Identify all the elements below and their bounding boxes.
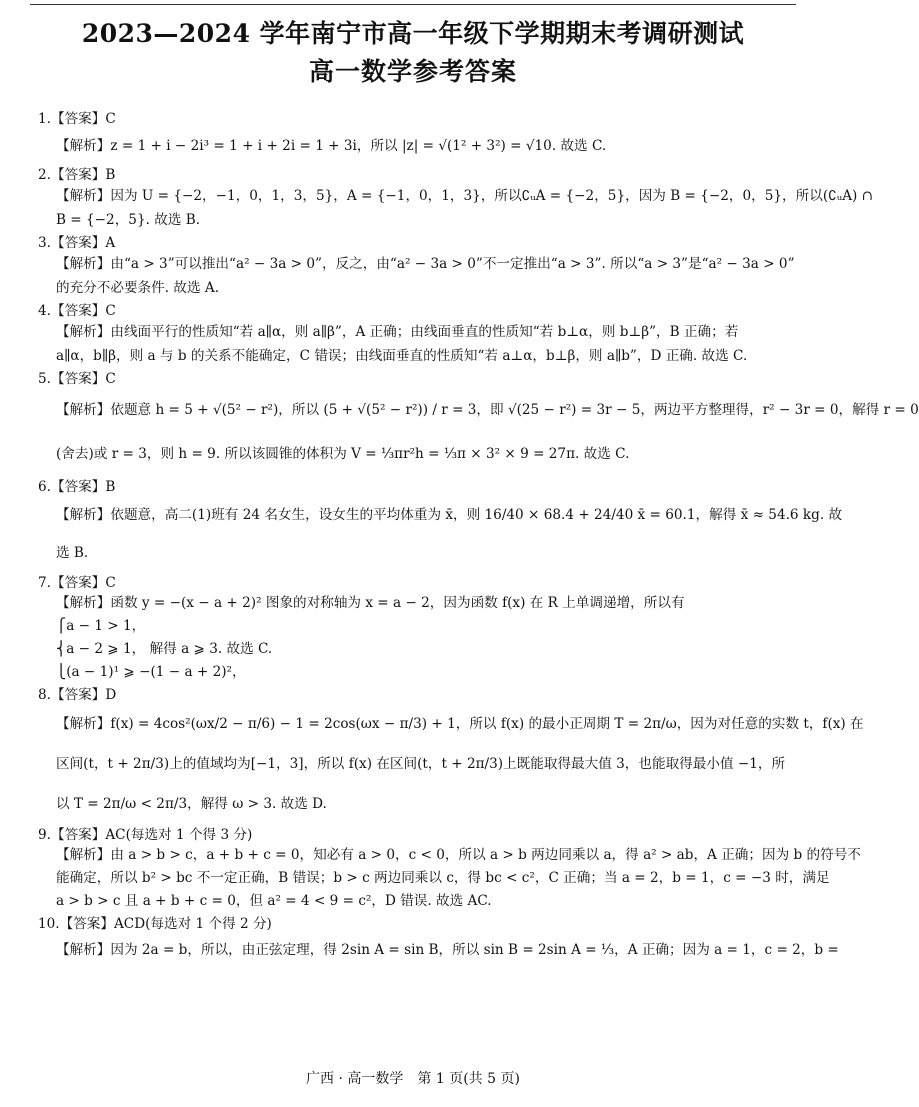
answer-line: 3.【答案】A <box>38 235 116 251</box>
answer-line: 1.【答案】C <box>38 111 116 127</box>
question-7 <box>38 574 796 684</box>
explanation <box>38 184 874 232</box>
explanation-line: 【解析】由 a > b > c，a + b + c = 0，知必有 a > 0，c < 0，所以 a > b 两边同乘以 a，得 a² > ab，A 正确；因为 b 的符号不 <box>56 847 861 863</box>
explanation-line: 【解析】z = 1 + i − 2i³ = 1 + i + 2i = 1 + 3i，所以 |z| = √(1² + 3²) = √10. 故选 C. <box>56 138 607 154</box>
explanation-line: 【解析】函数 y = −(x − a + 2)² 图象的对称轴为 x = a − 2，因为函数 f(x) 在 R 上单调递增，所以有 <box>56 595 685 611</box>
question-6 <box>38 478 843 572</box>
explanation-line: 【解析】因为 U = {−2，−1，0，1，3，5}，A = {−1，0，1，3}，所以∁ᵤA = {−2，5}，因为 B = {−2，0，5}，所以(∁ᵤA) ∩ <box>56 188 874 204</box>
explanation-line: 【解析】依题意 h = 5 + √(5² − r²)，所以 (5 + √(5² − r²)) / r = 3，即 √(25 − r²) = 3r − 5，两边平方整理得，r² − 3r = 0，解得 r = 0 <box>56 402 919 418</box>
question-9 <box>38 826 861 913</box>
explanation <box>38 592 796 684</box>
page-subtitle: 高一数学参考答案 <box>308 57 517 86</box>
top-rule <box>30 4 796 5</box>
answer-line: 5.【答案】C <box>38 371 116 387</box>
explanation <box>38 704 864 824</box>
question-5 <box>38 370 919 476</box>
page-title: 2023—2024 学年南宁市高一年级下学期期末考调研测试 <box>81 19 745 48</box>
explanation-line: a > b > c 且 a + b + c = 0，但 a² = 4 < 9 = c²，D 错误. 故选 AC. <box>56 893 492 909</box>
explanation <box>38 388 919 476</box>
explanation-line: 【解析】f(x) = 4cos²(ωx/2 − π/6) − 1 = 2cos(ωx − π/3) + 1，所以 f(x) 的最小正周期 T = 2π/ω，因为对任意的实数 t，f(x) 在 <box>56 716 864 732</box>
explanation-line: 【解析】由“a > 3”可以推出“a² − 3a > 0”，反之，由“a² − 3a > 0”不一定推出“a > 3”. 所以“a > 3”是“a² − 3a > 0” <box>56 256 795 272</box>
explanation <box>38 252 796 300</box>
answer-line: 4.【答案】C <box>38 303 116 319</box>
question-2 <box>38 166 874 232</box>
question-3 <box>38 234 796 300</box>
question-4 <box>38 302 796 368</box>
answer-line: 10.【答案】ACD(每选对 1 个得 2 分) <box>38 916 272 932</box>
question-10 <box>38 915 839 967</box>
explanation-line: (舍去)或 r = 3，则 h = 9. 所以该圆锥的体积为 V = ⅓πr²h = ⅓π × 3² × 9 = 27π. 故选 C. <box>56 446 630 462</box>
explanation <box>38 128 796 164</box>
explanation <box>38 933 839 967</box>
explanation-line: B = {−2，5}. 故选 B. <box>56 212 201 228</box>
answer-line: 9.【答案】AC(每选对 1 个得 3 分) <box>38 827 253 843</box>
answer-line: 8.【答案】D <box>38 687 117 703</box>
explanation-line: 的充分不必要条件. 故选 A. <box>56 280 220 296</box>
answer-line: 7.【答案】C <box>38 575 116 591</box>
explanation-line: a∥α，b∥β，则 a 与 b 的关系不能确定，C 错误；由线面垂直的性质知“若 a⊥α，b⊥β，则 a∥b”，D 正确. 故选 C. <box>56 348 748 364</box>
system-line: ⎧a − 1 > 1， <box>56 618 146 634</box>
explanation <box>38 320 796 368</box>
answer-line: 2.【答案】B <box>38 167 116 183</box>
system-line: ⎨a − 2 ⩾ 1， 解得 a ⩾ 3. 故选 C. <box>56 641 273 657</box>
question-1 <box>38 110 796 164</box>
answer-line: 6.【答案】B <box>38 479 116 495</box>
explanation-line: 区间(t，t + 2π/3)上的值域均为[−1，3]，所以 f(x) 在区间(t，t + 2π/3)上既能取得最大值 3，也能取得最小值 −1，所 <box>56 756 786 772</box>
explanation-line: 【解析】由线面平行的性质知“若 a∥α，则 a∥β”，A 正确；由线面垂直的性质知“若 b⊥α，则 b⊥β”，B 正确；若 <box>56 324 739 340</box>
explanation-line: 选 B. <box>56 545 89 561</box>
explanation <box>38 844 861 913</box>
explanation-line: 能确定，所以 b² > bc 不一定正确，B 错误；b > c 两边同乘以 c，得 bc < c²，C 正确；当 a = 2，b = 1，c = −3 时，满足 <box>56 870 830 886</box>
explanation-line: 【解析】依题意，高二(1)班有 24 名女生，设女生的平均体重为 x̄，则 16/40 × 68.4 + 24/40 x̄ = 60.1，解得 x̄ ≈ 54.6 kg. 故 <box>56 507 843 523</box>
question-8 <box>38 686 864 824</box>
system-line: ⎩(a − 1)¹ ⩾ −(1 − a + 2)²， <box>56 664 246 680</box>
page-footer: 广西 · 高一数学 第 1 页(共 5 页) <box>306 1071 520 1087</box>
explanation-line: 以 T = 2π/ω < 2π/3，解得 ω > 3. 故选 D. <box>56 796 327 812</box>
explanation-line: 【解析】因为 2a = b，所以，由正弦定理，得 2sin A = sin B，所以 sin B = 2sin A = ⅓，A 正确；因为 a = 1，c = 2，b = <box>56 942 839 958</box>
answer-list <box>38 108 919 967</box>
explanation <box>38 496 843 572</box>
